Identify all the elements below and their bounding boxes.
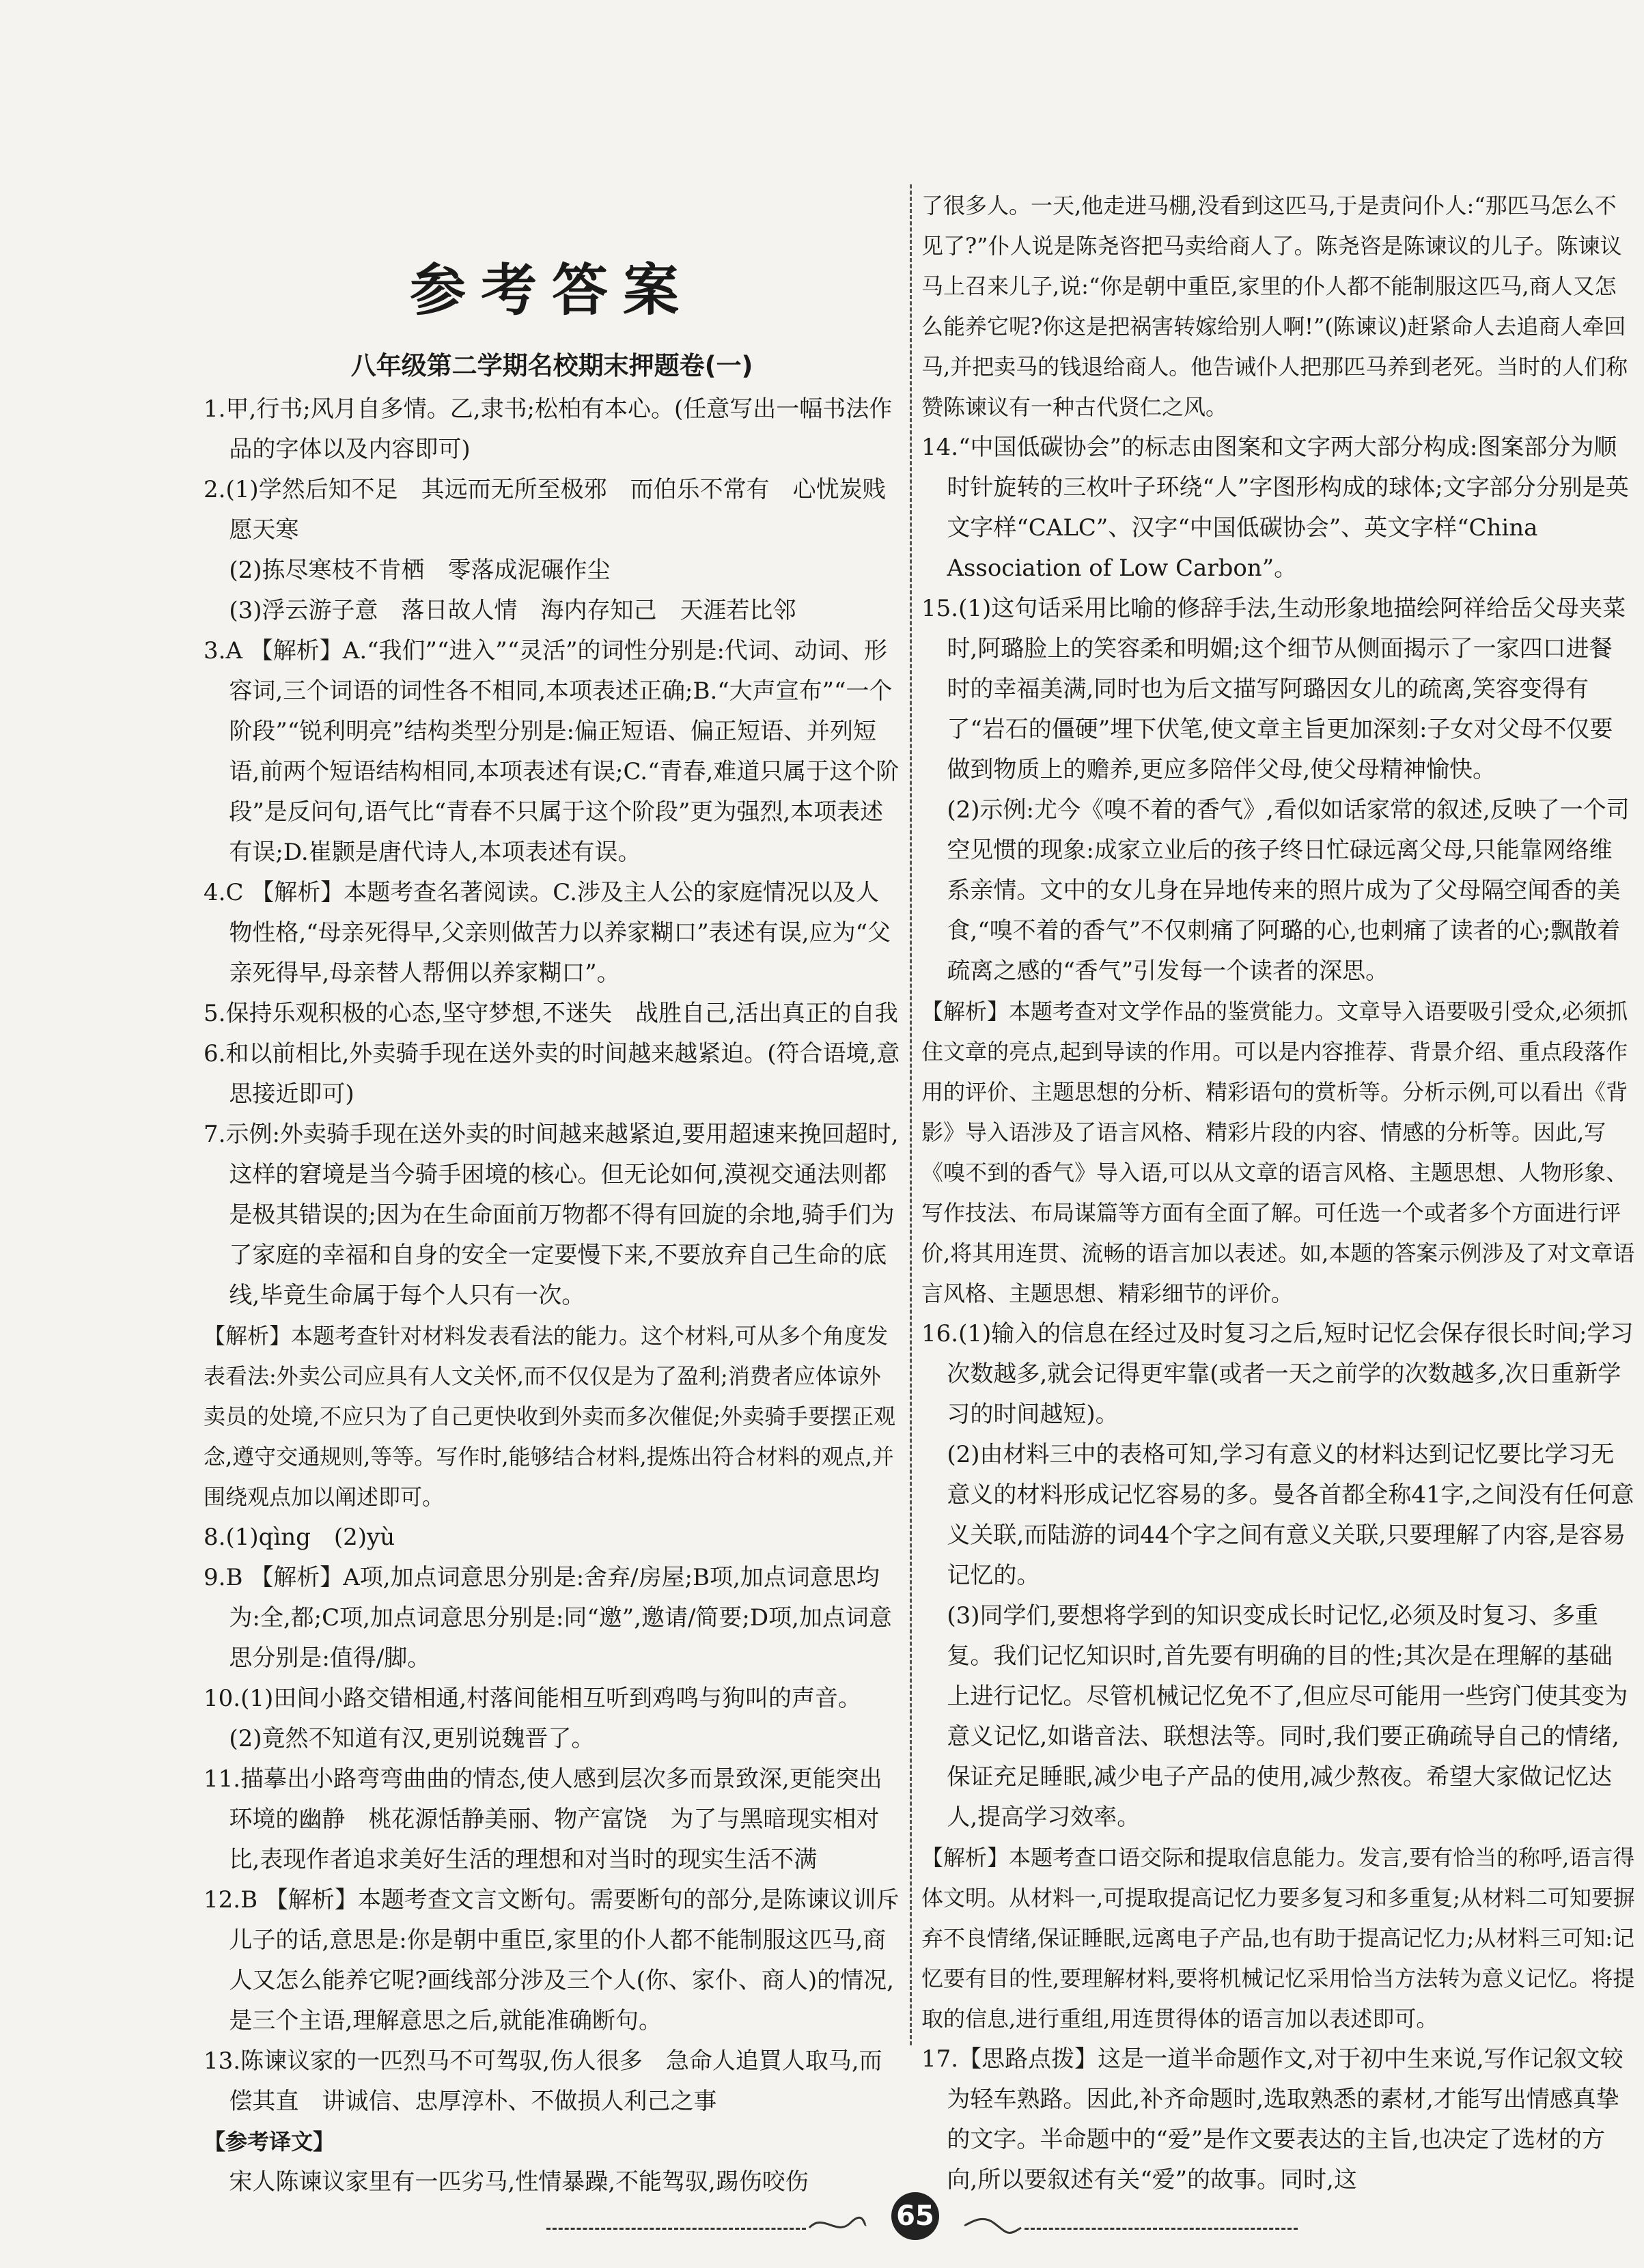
answer-paragraph: (3)同学们,要想将学到的知识变成长时记忆,必须及时复习、多重复。我们记忆知识时,首先要有明确的目的性;其次是在理解的基础上进行记忆。尽管机械记忆免不了,但应尽可能用一些窍门使其变为意义记忆,如谐音法、联想法等。同时,我们要正确疏导自己的情绪,保证充足睡眠,减少电子产品的使用,减少熬夜。希望大家做记忆达人,提高学习效率。 — [947, 1602, 1628, 1831]
answer-paragraph: 14.“中国低碳协会”的标志由图案和文字两大部分构成:图案部分为顺时针旋转的三枚叶子环绕“人”字图形构成的球体;文字部分分别是英文字样“CALC”、汉字“中国低碳协会”、英文字样“China Association of Low Carbon”。 — [921, 434, 1629, 582]
answer-paragraph: 5.保持乐观积极的心态,坚守梦想,不迷失 战胜自己,活出真正的自我 — [204, 1000, 898, 1027]
answer-paragraph: 1.甲,行书;风月自多情。乙,隶书;松柏有本心。(任意写出一幅书法作品的字体以及内容即可) — [204, 395, 893, 463]
answer-paragraph: 【解析】本题考查针对材料发表看法的能力。这个材料,可从多个角度发表看法:外卖公司应具有人文关怀,而不仅仅是为了盈利;消费者应体谅外卖员的处境,不应只为了自己更快收到外卖而多次催促;外卖骑手要摆正观念,遵守交通规则,等等。写作时,能够结合材料,提炼出符合材料的观点,并围绕观点加以阐述即可。 — [204, 1323, 895, 1510]
answer-paragraph: 12.B 【解析】本题考查文言文断句。需要断句的部分,是陈谏议训斥儿子的话,意思是:你是朝中重臣,家里的仆人都不能制服这匹马,商人又怎么能养它呢?画线部分涉及三个人(你、家仆、商人)的情况,是三个主语,理解意思之后,就能准确断句。 — [204, 1886, 900, 2034]
flourish-right-icon — [963, 2206, 1025, 2240]
right-column — [921, 186, 1635, 2200]
answer-paragraph: 了很多人。一天,他走进马棚,没看到这匹马,于是责问仆人:“那匹马怎么不见了?”仆人说是陈尧咨把马卖给商人了。陈尧咨是陈谏议的儿子。陈谏议马上召来儿子,说:“你是朝中重臣,家里的仆人都不能制服这匹马,商人又怎么能养它呢?你这是把祸害转嫁给别人啊!”(陈谏议)赶紧命人去追商人牵回马,并把卖马的钱退给商人。他告诫仆人把那匹马养到老死。当时的人们称赞陈谏议有一种古代贤仁之风。 — [921, 193, 1628, 420]
answer-paragraph: 【解析】本题考查口语交际和提取信息能力。发言,要有恰当的称呼,语言得体文明。从材料一,可提取提高记忆力要多复习和多重复;从材料二可知要摒弃不良情绪,保证睡眠,远离电子产品,也有助于提高记忆力;从材料三可知:记忆要有目的性,要理解材料,要将机械记忆采用恰当方法转为意义记忆。将提取的信息,进行重组,用连贯得体的语言加以表述即可。 — [921, 1845, 1635, 2032]
column-divider — [910, 184, 912, 2045]
answer-paragraph: 2.(1)学然后知不足 其远而无所至极邪 而伯乐不常有 心忧炭贱愿天寒 — [204, 476, 886, 544]
footer-dashed-line-left — [546, 2228, 806, 2230]
answer-paragraph: 10.(1)田间小路交错相通,村落间能相互听到鸡鸣与狗叫的声音。 — [204, 1685, 862, 1712]
answer-paragraph: 4.C 【解析】本题考查名著阅读。C.涉及主人公的家庭情况以及人物性格,“母亲死得早,父亲则做苦力以养家糊口”表述有误,应为“父亲死得早,母亲替人帮佣以养家糊口”。 — [204, 879, 891, 987]
page-number-badge — [867, 2192, 963, 2240]
left-column — [204, 389, 900, 2202]
answer-paragraph: (2)由材料三中的表格可知,学习有意义的材料达到记忆要比学习无意义的材料形成记忆容易的多。曼各首都全称41字,之间没有任何意义关联,而陆游的词44个字之间有意义关联,只要理解了内容,是容易记忆的。 — [947, 1441, 1634, 1589]
exam-subtitle: 八年级第二学期名校期末押题卷(一) — [350, 351, 753, 380]
answer-paragraph: (3)浮云游子意 落日故人情 海内存知己 天涯若比邻 — [229, 597, 796, 624]
answer-paragraph: 17.【思路点拨】这是一道半命题作文,对于初中生来说,写作记叙文较为轻车熟路。因此,补齐命题时,选取熟悉的素材,才能写出情感真挚的文字。半命题中的“爱”是作文要表达的主旨,也决定了选材的方向,所以要叙述有关“爱”的故事。同时,这 — [921, 2045, 1624, 2194]
answer-paragraph: 宋人陈谏议家里有一匹劣马,性情暴躁,不能驾驭,踢伤咬伤 — [229, 2168, 809, 2196]
answer-paragraph: 3.A 【解析】A.“我们”“进入”“灵活”的词性分别是:代词、动词、形容词,三个词语的词性各不相同,本项表述正确;B.“大声宣布”“一个阶段”“锐利明亮”结构类型分别是:偏正短语、偏正短语、并列短语,前两个短语结构相同,本项表述有误;C.“青春,难道只属于这个阶段”是反问句,语气比“青春不只属于这个阶段”更为强烈,本项表述有误;D.崔颢是唐代诗人,本项表述有误。 — [204, 637, 900, 866]
answer-paragraph: 8.(1)qìng (2)yù — [204, 1524, 395, 1551]
answer-paragraph: 6.和以前相比,外卖骑手现在送外卖的时间越来越紧迫。(符合语境,意思接近即可) — [204, 1040, 900, 1108]
answer-paragraph: 15.(1)这句话采用比喻的修辞手法,生动形象地描绘阿祥给岳父母夹菜时,阿璐脸上的笑容柔和明媚;这个细节从侧面揭示了一家四口进餐时的幸福美满,同时也为后文描写阿璐因女儿的疏离,笑容变得有了“岩石的僵硬”埋下伏笔,使文章主旨更加深刻:子女对父母不仅要做到物质上的赡养,更应多陪伴父母,使父母精神愉快。 — [921, 595, 1626, 783]
answer-paragraph: (2)拣尽寒枝不肯栖 零落成泥碾作尘 — [229, 557, 611, 584]
page-number: 65 — [891, 2192, 939, 2240]
flourish-left-icon — [806, 2206, 867, 2240]
answer-paragraph: 13.陈谏议家的一匹烈马不可驾驭,伤人很多 急命人追買人取马,而偿其直 讲诚信、忠厚淳朴、不做损人利己之事 — [204, 2047, 882, 2115]
footer-dashed-line-right — [1025, 2228, 1298, 2230]
answer-paragraph: 9.B 【解析】A项,加点词意思分别是:舍弃/房屋;B项,加点词意思均为:全,都;C项,加点词意思分别是:同“邀”,邀请/简要;D项,加点词意思分别是:值得/脚。 — [204, 1564, 892, 1672]
answer-paragraph: 【参考译文】 — [204, 2129, 335, 2155]
answer-paragraph: 7.示例:外卖骑手现在送外卖的时间越来越紧迫,要用超速来挽回超时,这样的窘境是当今骑手困境的核心。但无论如何,漠视交通法则都是极其错误的;因为在生命面前万物都不得有回旋的余地,骑手们为了家庭的幸福和自身的安全一定要慢下来,不要放弃自己生命的底线,毕竟生命属于每个人只有一次。 — [204, 1121, 899, 1309]
page-footer — [546, 2185, 1298, 2247]
answer-paragraph: 16.(1)输入的信息在经过及时复习之后,短时记忆会保存很长时间;学习次数越多,就会记得更牢靠(或者一天之前学的次数越多,次日重新学习的时间越短)。 — [921, 1320, 1634, 1428]
page-title: 参考答案 — [409, 257, 694, 323]
answer-paragraph: (2)竟然不知道有汉,更别说魏晋了。 — [229, 1725, 595, 1752]
answer-paragraph: (2)示例:尤今《嗅不着的香气》,看似如话家常的叙述,反映了一个司空见惯的现象:成家立业后的孩子终日忙碌远离父母,只能靠网络维系亲情。文中的女儿身在异地传来的照片成为了父母隔空闻香的美食,“嗅不着的香气”不仅刺痛了阿璐的心,也刺痛了读者的心;飘散着疏离之感的“香气”引发每一个读者的深思。 — [947, 796, 1630, 985]
answer-paragraph: 【解析】本题考查对文学作品的鉴赏能力。文章导入语要吸引受众,必须抓住文章的亮点,起到导读的作用。可以是内容推荐、背景介绍、重点段落作用的评价、主题思想的分析、精彩语句的赏析等。分析示例,可以看出《背影》导入语涉及了语言风格、精彩片段的内容、情感的分析等。因此,写《嗅不到的香气》导入语,可以从文章的语言风格、主题思想、人物形象、写作技法、布局谋篇等方面有全面了解。可任选一个或者多个方面进行评价,将其用连贯、流畅的语言加以表述。如,本题的答案示例涉及了对文章语言风格、主题思想、精彩细节的评价。 — [921, 998, 1635, 1306]
answer-paragraph: 11.描摹出小路弯弯曲曲的情态,使人感到层次多而景致深,更能突出环境的幽静 桃花源恬静美丽、物产富饶 为了与黑暗现实相对比,表现作者追求美好生活的理想和对当时的现实生活不满 — [204, 1765, 882, 1873]
